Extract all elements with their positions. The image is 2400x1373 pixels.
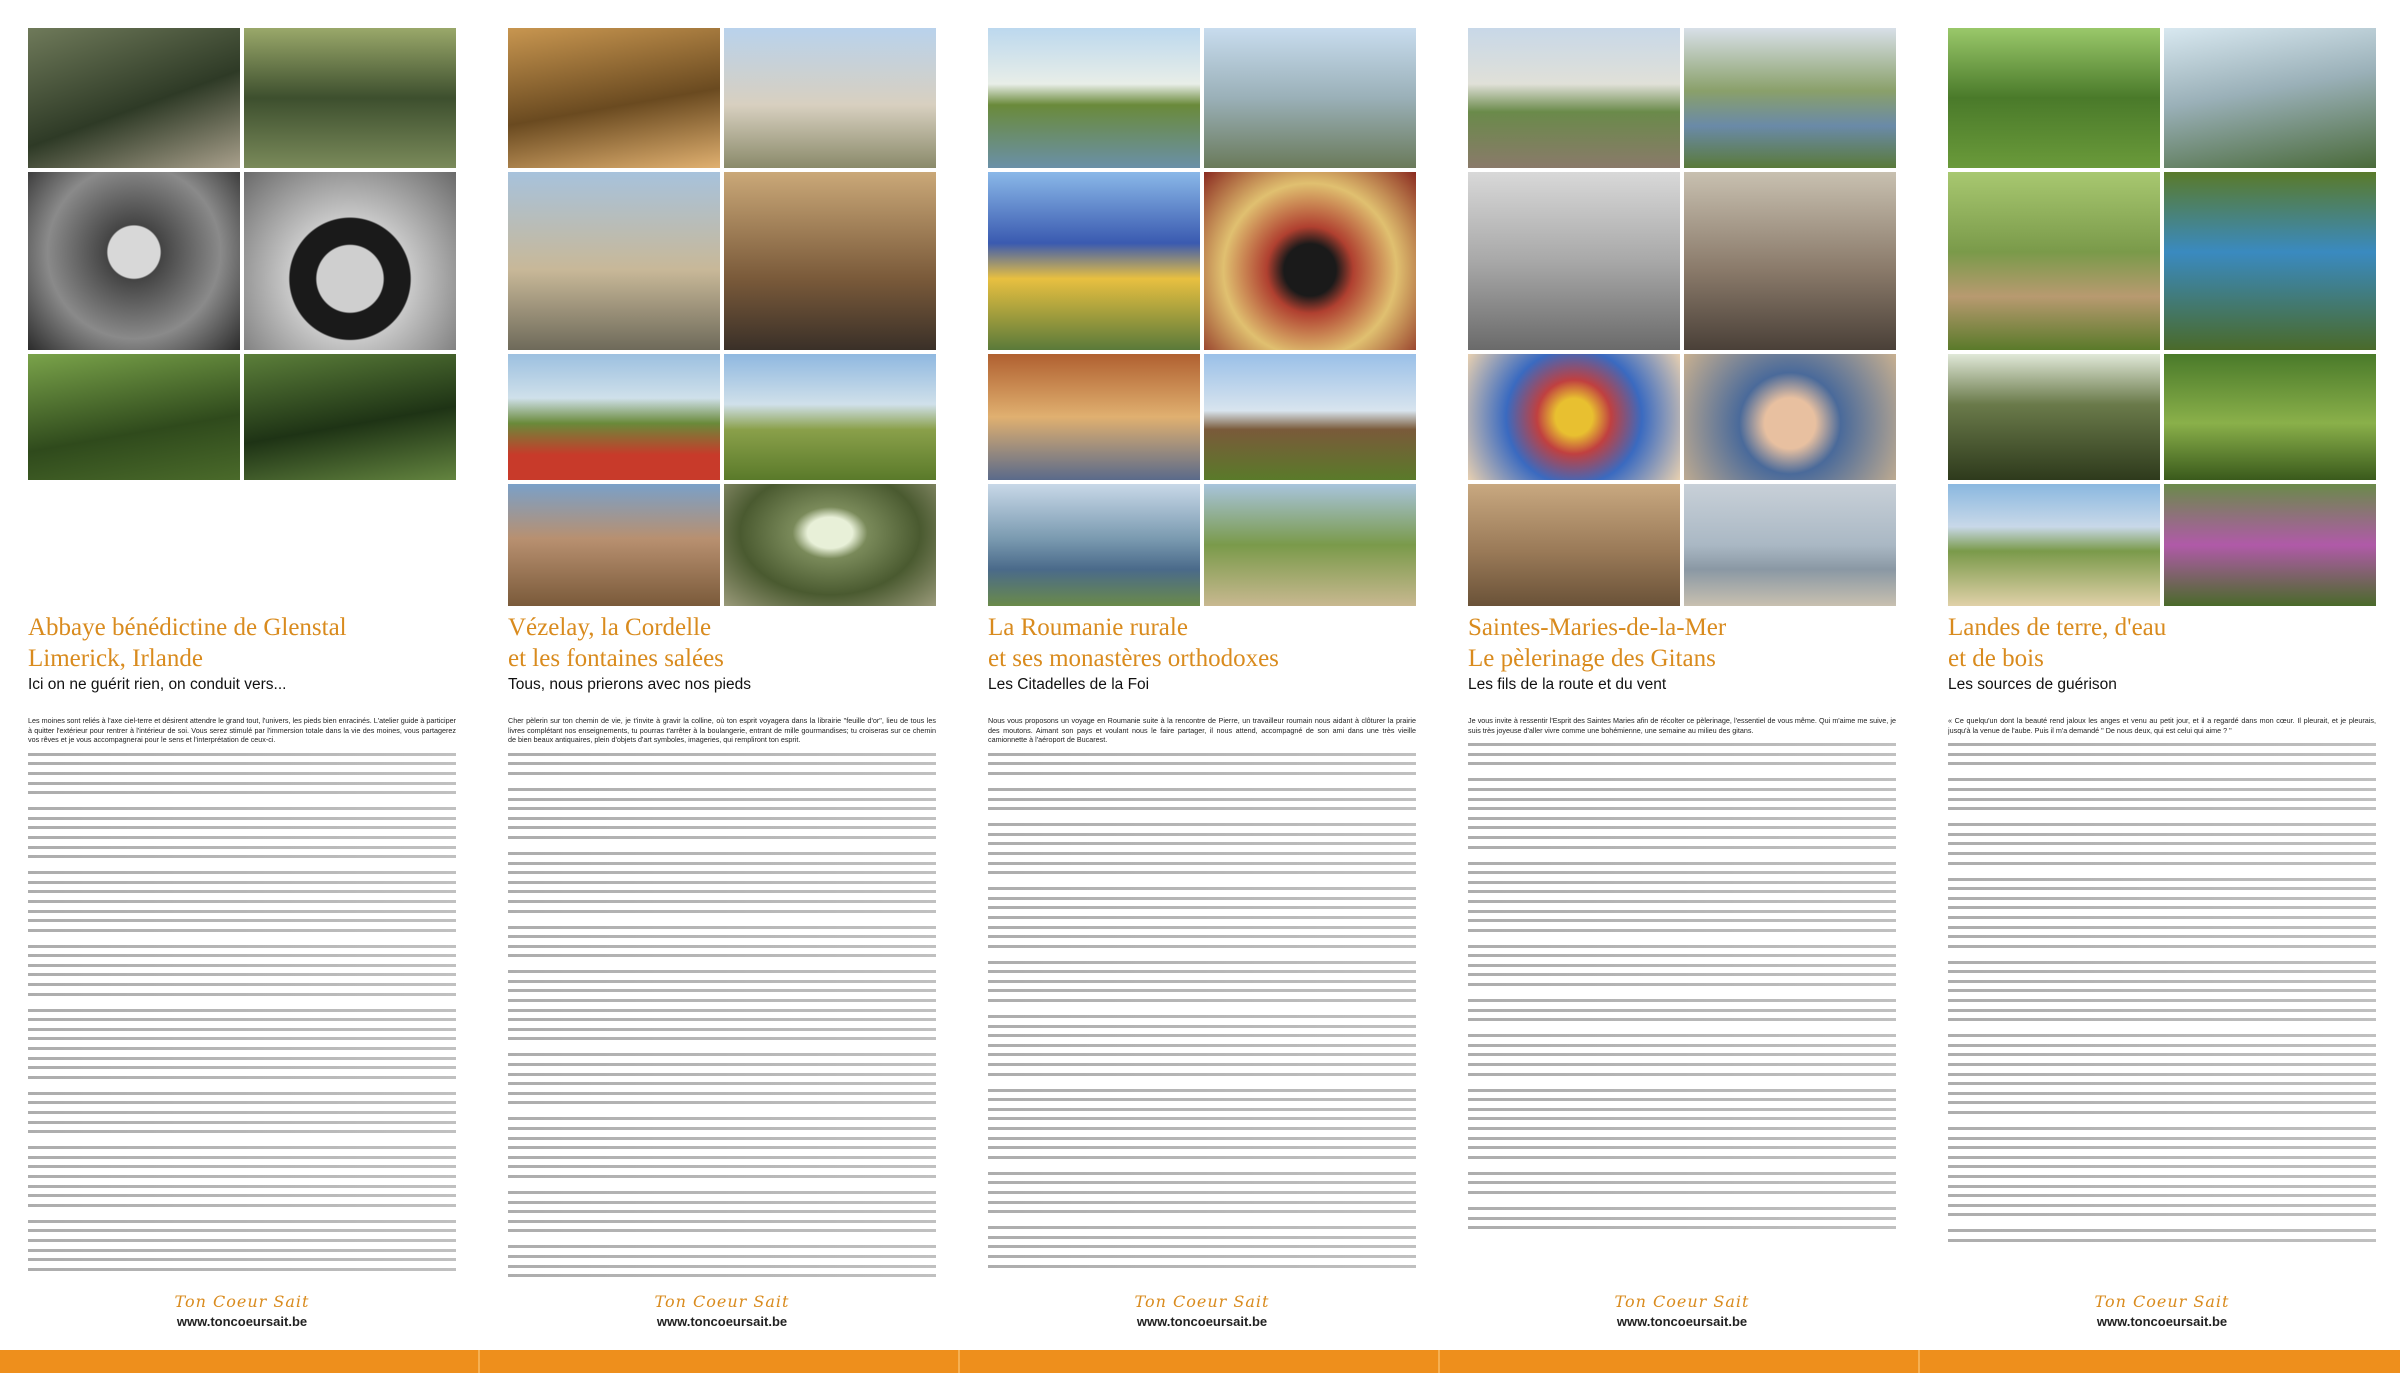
panel-title (1468, 612, 1896, 674)
panel-subtitle: Les fils de la route et du vent (1468, 676, 1667, 693)
photo-rock-arch (724, 484, 936, 606)
panel-roumanie (988, 28, 1416, 1328)
photo-grid (988, 28, 1416, 600)
intro-paragraph: Cher pèlerin sur ton chemin de vie, je t'invite à gravir la colline, où ton esprit voyagera dans la librairie "feuille d'or", lieu de tous les livres complétant nos enseignements, tu pourras t'arrêter à la boulangerie, entrant de mille gourmandises; tu croiseras sur ce chemin de bien beaux antiquaires, plein d'objets d'art symboles, imageries, qui rempliront ton esprit. (508, 716, 936, 745)
title-line-1: Vézelay, la Cordelle (508, 614, 712, 641)
photo-danube-boat (988, 28, 1200, 168)
brand-url[interactable]: www.toncoeursait.be (1136, 1314, 1268, 1329)
footer-band (0, 1350, 2400, 1373)
photo-offering-cloths (2164, 172, 2376, 350)
photo-camargue-marsh (1684, 28, 1896, 168)
body-text-lines (1468, 743, 1896, 1229)
body-text-lines (988, 753, 1416, 1268)
photo-pilgrim-woman (1684, 354, 1896, 480)
brand-footer (1948, 1292, 2376, 1329)
title-line-2: et de bois (1948, 645, 2044, 672)
panel-saintes-maries (1468, 28, 1896, 1328)
brand-logo: Ton Coeur Sait (1614, 1292, 1750, 1311)
panel-subtitle: Ici on ne guérit rien, on conduit vers... (28, 676, 287, 693)
brand-url[interactable]: www.toncoeursait.be (2096, 1314, 2228, 1329)
title-line-1: Landes de terre, d'eau (1948, 614, 2167, 641)
brand-logo: Ton Coeur Sait (654, 1292, 790, 1311)
panel-title (508, 612, 936, 674)
panel-subtitle: Les Citadelles de la Foi (988, 676, 1150, 693)
photo-crypt (508, 28, 720, 168)
panel-glenstal (28, 28, 456, 1328)
photo-lake-mountains (988, 484, 1200, 606)
photo-woodland-path (28, 354, 240, 480)
intro-paragraph: Les moines sont reliés à l'axe ciel-terre et désirent attendre le grand tout, l'univers, les pieds bien enracinés. L'atelier guide à participer à quitter l'extérieur pour rentrer à l'intérieur de soi. Vous serez stimulé par l'immersion totale dans la vie des moines, vous partagerez vos rêves et je vous accompagnerai pour le sens et l'interprétation de ceux-ci. (28, 716, 456, 745)
photo-castle-gate (28, 172, 240, 350)
photo-cathedral-town (508, 172, 720, 350)
band-divider (1438, 1350, 1440, 1373)
panel-title (988, 612, 1416, 674)
photo-grid (28, 28, 456, 600)
panel-vezelay (508, 28, 936, 1328)
photo-sara-statue (1468, 354, 1680, 480)
title-line-1: Abbaye bénédictine de Glenstal (28, 614, 347, 641)
intro-paragraph: Je vous invite à ressentir l'Esprit des Saintes Maries afin de récolter ce pèlerinage, l'essentiel de vous même. Qui m'aime me suive, je suis très joyeuse d'aller vivre comme une bohémienne, une semaine au milieu des gitans. (1468, 716, 1896, 735)
panel-subtitle: Les sources de guérison (1948, 676, 2117, 693)
photo-horse-cart (1204, 484, 1416, 606)
brand-logo: Ton Coeur Sait (2094, 1292, 2230, 1311)
brand-footer (28, 1292, 456, 1329)
panel-subtitle: Tous, nous prierons avec nos pieds (508, 676, 751, 693)
brand-footer (988, 1292, 1416, 1329)
photo-grid (1948, 28, 2376, 600)
intro-paragraph: Nous vous proposons un voyage en Roumanie suite à la rencontre de Pierre, un travailleur roumain nous aidant à clôturer la prairie des moutons. Aimant son pays et voulant nous le faire partager, il nous attend, accompagné de son ami dans une très vieille camionnette à l'aéroport de Bucarest. (988, 716, 1416, 745)
panel-body-text (508, 716, 936, 1281)
title-line-2: et les fontaines salées (508, 645, 724, 672)
panel-body-text (988, 716, 1416, 1281)
panel-body-text (1948, 716, 2376, 1281)
photo-fountain-basin (2164, 28, 2376, 168)
photo-orthodox-church (988, 172, 1200, 350)
title-line-2: Limerick, Irlande (28, 645, 203, 672)
brand-url[interactable]: www.toncoeursait.be (656, 1314, 788, 1329)
photo-pond (244, 28, 456, 168)
panel-body-text (28, 716, 456, 1281)
photo-church-portal (1468, 484, 1680, 606)
photo-horse-procession (1684, 172, 1896, 350)
body-text-lines (508, 753, 936, 1281)
title-line-2: et ses monastères orthodoxes (988, 645, 1279, 672)
photo-poplar-trees (724, 354, 936, 480)
photo-painted-monastery (988, 354, 1200, 480)
title-line-1: La Roumanie rurale (988, 614, 1188, 641)
panel-body-text (1468, 716, 1896, 1281)
title-line-2: Le pèlerinage des Gitans (1468, 645, 1716, 672)
brand-footer (508, 1292, 936, 1329)
band-divider (958, 1350, 960, 1373)
photo-dune-beach (1948, 484, 2160, 606)
brand-logo: Ton Coeur Sait (1134, 1292, 1270, 1311)
intro-paragraph: « Ce quelqu'un dont la beauté rend jaloux les anges et venu au petit jour, et il a regardé dans mon cœur. Il pleurait, et je pleurais, jusqu'à la venue de l'aube. Puis il m'a demandé " De nous deux, qui est celui qui aime ? " (1948, 716, 2376, 735)
brand-url[interactable]: www.toncoeursait.be (1616, 1314, 1748, 1329)
photo-poppy-field (508, 354, 720, 480)
photo-basilica (724, 28, 936, 168)
photo-gypsy-caravan (1468, 28, 1680, 168)
band-divider (478, 1350, 480, 1373)
photo-pine-forest (1948, 354, 2160, 480)
panel-title (1948, 612, 2376, 674)
band-divider (1918, 1350, 1920, 1373)
photo-grid (1468, 28, 1896, 600)
panel-landes (1948, 28, 2376, 1328)
photo-river-traveller (1204, 28, 1416, 168)
panel-title (28, 612, 456, 674)
photo-forest-shrine (244, 354, 456, 480)
photo-boardwalk (1948, 172, 2160, 350)
photo-nave-pilgrims (724, 172, 936, 350)
photo-abbey-garden (28, 28, 240, 168)
photo-heather (2164, 484, 2376, 606)
title-line-1: Saintes-Maries-de-la-Mer (1468, 614, 1727, 641)
photo-wooden-church (1204, 354, 1416, 480)
brand-footer (1468, 1292, 1896, 1329)
photo-sea-shore (1684, 484, 1896, 606)
photo-guardians-horses (1468, 172, 1680, 350)
photo-forest-spring (1948, 28, 2160, 168)
photo-timber-house (508, 484, 720, 606)
photo-grid (508, 28, 936, 600)
photo-fern-undergrowth (2164, 354, 2376, 480)
body-text-lines (28, 753, 456, 1281)
body-text-lines (1948, 743, 2376, 1242)
brand-logo: Ton Coeur Sait (174, 1292, 310, 1311)
photo-nun-icons (1204, 172, 1416, 350)
brand-url[interactable]: www.toncoeursait.be (176, 1314, 308, 1329)
photo-monk-portrait (244, 172, 456, 350)
